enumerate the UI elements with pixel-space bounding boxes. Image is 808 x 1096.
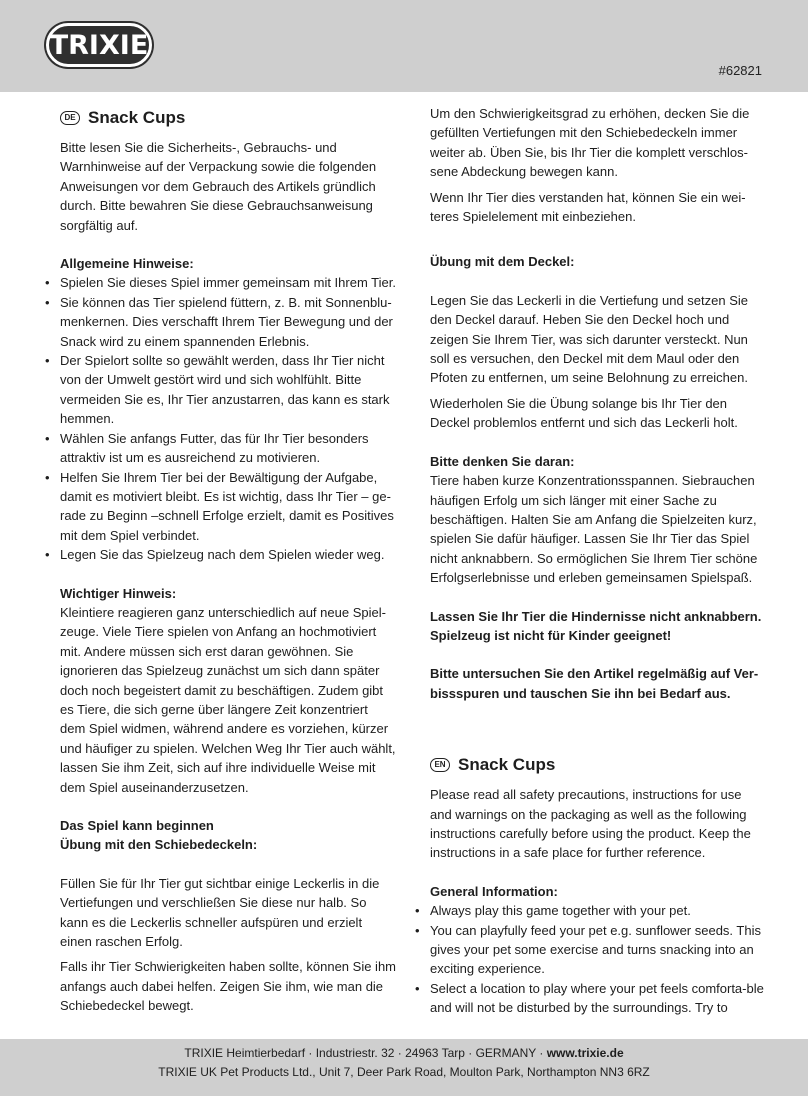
list-item: • Helfen Sie Ihrem Tier bei der Bewältigung der Aufgabe, damit es motiviert bleibt. Es ist wichtig, dass Ihr Tier – ge-rade zu Beginn –schnell Erfolge erzielt, damit es Positives mit dem Spiel verbindet. <box>60 468 396 546</box>
logo-text: TRIXIE <box>49 29 149 61</box>
trixie-logo <box>46 23 152 67</box>
list-item: • You can playfully feed your pet e.g. sunflower seeds. This gives your pet some exercise and turns snacking into an exciting experience. <box>430 921 764 979</box>
list-item: • Spielen Sie dieses Spiel immer gemeinsam mit Ihrem Tier. <box>60 273 396 292</box>
important-heading-de: Wichtiger Hinweis: <box>60 585 177 601</box>
warning-inspect-de: Bitte untersuchen Sie den Artikel regelmäßig auf Ver-bissspuren und tauschen Sie ihn bei Bedarf aus. <box>430 666 759 701</box>
section-title-de <box>60 104 396 132</box>
lid-paragraph-1: Legen Sie das Leckerli in die Vertiefung und setzen Sie den Deckel darauf. Heben Sie den Deckel hoch und zeigen Sie Ihrem Tier, was sich darunter versteckt. Nun soll es versuchen, den Deckel mit dem Maul oder den Pfoten zu entfernen, um seine Belohnung zu erreichen. <box>430 292 748 386</box>
list-item: • Der Spielort sollte so gewählt werden, dass Ihr Tier nicht von der Umwelt gestört wird und sich wohlfühlt. Bitte vermeiden Sie es, Ihr Tier anzustarren, das kann es stark hemmen. <box>60 351 396 429</box>
slide-paragraph-3: Um den Schwierigkeitsgrad zu erhöhen, decken Sie die gefüllten Vertiefungen mit den Schiebedeckeln immer weiter ab. Üben Sie, bis Ihr Tier die komplett verschlos-sene Abdeckung bewegen kann. <box>430 106 750 180</box>
language-badge-en: EN <box>430 758 450 772</box>
article-number: #62821 <box>718 63 762 78</box>
list-item: • Wählen Sie anfangs Futter, das für Ihr Tier besonders attraktiv ist um es ausreichend zu motivieren. <box>60 429 396 468</box>
list-item: • Legen Sie das Spielzeug nach dem Spielen wieder weg. <box>60 545 396 564</box>
list-item: • Sie können das Tier spielend füttern, z. B. mit Sonnenblu-menkernen. Dies verschafft Ihrem Tier Bewegung und der Snack wird zu einem spannenden Erlebnis. <box>60 293 396 351</box>
lid-heading-de: Übung mit dem Deckel: <box>430 254 575 270</box>
page-header <box>0 0 808 92</box>
remember-text-de: Tiere haben kurze Konzentrationsspannen. Siebrauchen häufigen Erfolg um sich länger mit einer Sache zu beschäftigen. Halten Sie am Anfang die Spielzeiten kurz, spielen Sie dafür häufiger. Lassen Sie Ihr Tier das Spiel nicht anknabbern. So ermöglichen Sie Ihrem Tier schöne Erfolgserlebnisse und erleben gemeinsamen Spielspaß. <box>430 473 758 586</box>
lid-paragraph-2: Wiederholen Sie die Übung solange bis Ihr Tier den Deckel problemlos entfernt und sich das Leckerli holt. <box>430 395 738 431</box>
list-item: • Always play this game together with your pet. <box>430 901 764 920</box>
important-text-de: Kleintiere reagieren ganz unterschiedlich auf neue Spiel-zeuge. Viele Tiere spielen von Anfang an hochmotiviert mit. Andere müssen sich erst daran gewöhnen. Sie ignorieren das Spielzeug zunächst um sich dann später doch noch begeistert damit zu beschäftigen. Zudem gibt es Tiere, die sich gerne über längere Zeit konzentriert dem Spiel widmen, während andere es vorziehen, kürzer und häufiger zu spielen. Welchen Weg Ihr Tier auch wählt, lassen Sie ihm Zeit, sich auf ihre individuelle Weise mit dem Spiel auseinanderzusetzen. <box>60 604 396 795</box>
section-heading-en: Snack Cups <box>458 755 556 775</box>
language-badge-de: DE <box>60 111 80 125</box>
right-column <box>430 104 764 1018</box>
begin-heading-de: Das Spiel kann beginnen <box>60 818 214 833</box>
page-footer <box>0 1039 808 1096</box>
left-column <box>60 104 396 1016</box>
warning-children-de: Lassen Sie Ihr Tier die Hindernisse nicht anknabbern. Spielzeug ist nicht für Kinder geeignet! <box>430 608 762 643</box>
general-heading-de: Allgemeine Hinweise: <box>60 256 194 272</box>
section-heading-de: Snack Cups <box>88 108 186 128</box>
remember-heading-de: Bitte denken Sie daran: <box>430 453 575 469</box>
intro-en: Please read all safety precautions, instructions for use and warnings on the packaging as well as the following instructions carefully before using the product. Keep the instructions in a safe place for further reference. <box>430 787 751 861</box>
general-list-de <box>60 273 396 564</box>
footer-address-de <box>0 1044 808 1063</box>
slide-paragraph-1: Füllen Sie für Ihr Tier gut sichtbar einige Leckerlis in die Vertiefungen und verschließen Sie diese nur halb. So kann es die Leckerlis schneller aufspüren und erzielt einen raschen Erfolg. <box>60 875 380 950</box>
website-link[interactable]: www.trixie.de <box>546 1046 624 1060</box>
general-heading-en: General Information: <box>430 883 558 899</box>
footer-address-text: TRIXIE Heimtierbedarf · Industriestr. 32 · 24963 Tarp · GERMANY · <box>184 1046 547 1060</box>
footer-address-uk: TRIXIE UK Pet Products Ltd., Unit 7, Deer Park Road, Moulton Park, Northampton NN3 6RZ <box>158 1065 650 1079</box>
section-title-en <box>430 751 764 779</box>
general-list-en <box>430 901 764 1017</box>
intro-de: Bitte lesen Sie die Sicherheits-, Gebrauchs- und Warnhinweise auf der Verpackung sowie die folgenden Anweisungen vor dem Gebrauch des Artikels gründlich durch. Bitte bewahren Sie diese Gebrauchsanweisung sorgfältig auf. <box>60 140 377 233</box>
list-item: • Select a location to play where your pet feels comforta-ble and will not be disturbed by the surroundings. Try to <box>430 979 764 1018</box>
slide-paragraph-4: Wenn Ihr Tier dies verstanden hat, können Sie ein wei-teres Spielelement mit einbeziehen. <box>430 189 746 225</box>
slide-heading-de: Übung mit den Schiebedeckeln: <box>60 837 258 853</box>
slide-paragraph-2: Falls ihr Tier Schwierigkeiten haben sollte, können Sie ihm anfangs auch dabei helfen. Zeigen Sie ihm, wie man die Schiebedeckel bewegt. <box>60 959 397 1014</box>
